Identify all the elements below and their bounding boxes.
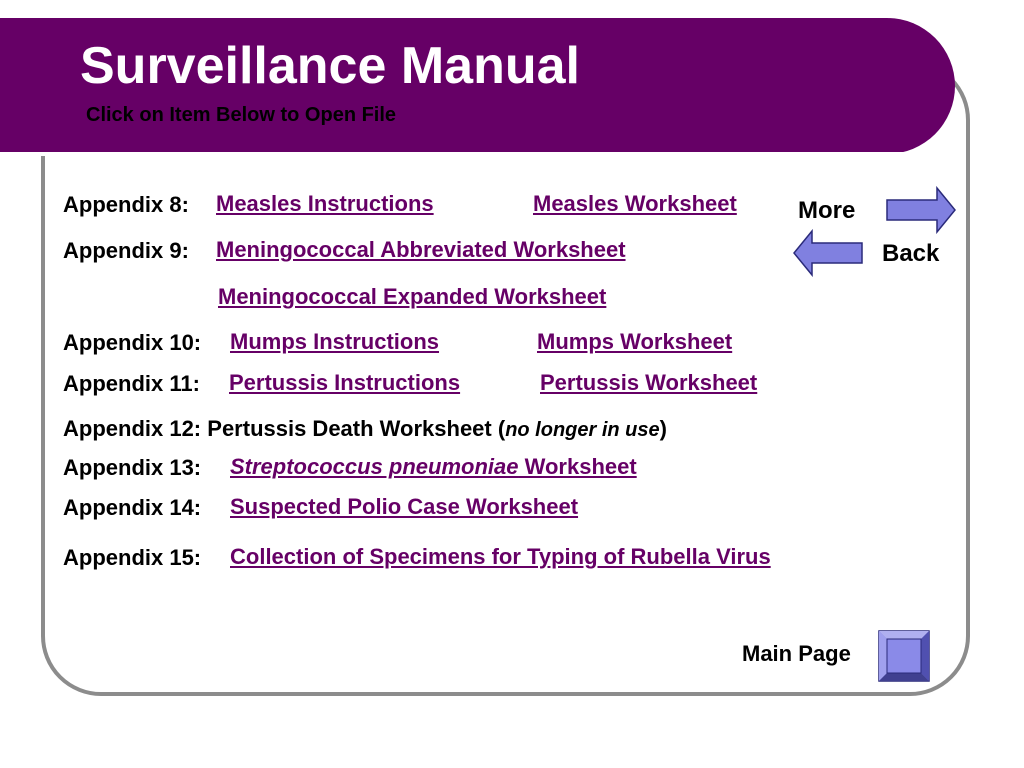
- left-arrow-icon[interactable]: [792, 229, 864, 277]
- appendix-12-label: Appendix 12:: [63, 416, 202, 441]
- appendix-11-label: Appendix 11:: [63, 371, 200, 396]
- no-longer-in-use-note: no longer in use: [505, 419, 660, 441]
- measles-instructions-link[interactable]: Measles Instructions: [216, 191, 434, 216]
- pertussis-death-worksheet-text: Pertussis Death Worksheet (: [207, 416, 506, 441]
- streptococcus-pneumoniae-italic: Streptococcus pneumoniae: [230, 454, 519, 479]
- main-page-label: Main Page: [742, 641, 851, 666]
- streptococcus-worksheet-word: Worksheet: [518, 454, 637, 479]
- appendix-9-label: Appendix 9:: [63, 238, 189, 263]
- appendix-10-label: Appendix 10:: [63, 330, 202, 355]
- appendix-8-label: Appendix 8:: [63, 192, 189, 217]
- meningococcal-abbreviated-worksheet-link[interactable]: Meningococcal Abbreviated Worksheet: [216, 237, 626, 262]
- meningococcal-expanded-worksheet-link[interactable]: Meningococcal Expanded Worksheet: [218, 284, 607, 309]
- page-title: Surveillance Manual: [80, 37, 580, 95]
- right-arrow-icon[interactable]: [885, 186, 957, 234]
- back-label: Back: [882, 240, 940, 267]
- page-subtitle: Click on Item Below to Open File: [86, 104, 397, 126]
- streptococcus-pneumoniae-worksheet-link[interactable]: [230, 454, 637, 480]
- suspected-polio-case-worksheet-link[interactable]: Suspected Polio Case Worksheet: [230, 494, 579, 519]
- measles-worksheet-link[interactable]: Measles Worksheet: [533, 191, 737, 216]
- appendix-12-row: [63, 416, 667, 443]
- appendix-14-label: Appendix 14:: [63, 495, 202, 520]
- mumps-worksheet-link[interactable]: Mumps Worksheet: [537, 329, 733, 354]
- home-button-icon[interactable]: [878, 630, 930, 682]
- rubella-specimen-collection-link[interactable]: Collection of Specimens for Typing of Rubella Virus: [230, 544, 771, 569]
- mumps-instructions-link[interactable]: Mumps Instructions: [230, 329, 440, 354]
- more-label: More: [798, 197, 856, 224]
- header-divider: [0, 152, 906, 156]
- appendix-15-label: Appendix 15:: [63, 545, 202, 570]
- appendix-12-close-paren: ): [659, 416, 667, 441]
- appendix-13-label: Appendix 13:: [63, 455, 202, 480]
- pertussis-instructions-link[interactable]: Pertussis Instructions: [229, 370, 461, 395]
- pertussis-worksheet-link[interactable]: Pertussis Worksheet: [540, 370, 758, 395]
